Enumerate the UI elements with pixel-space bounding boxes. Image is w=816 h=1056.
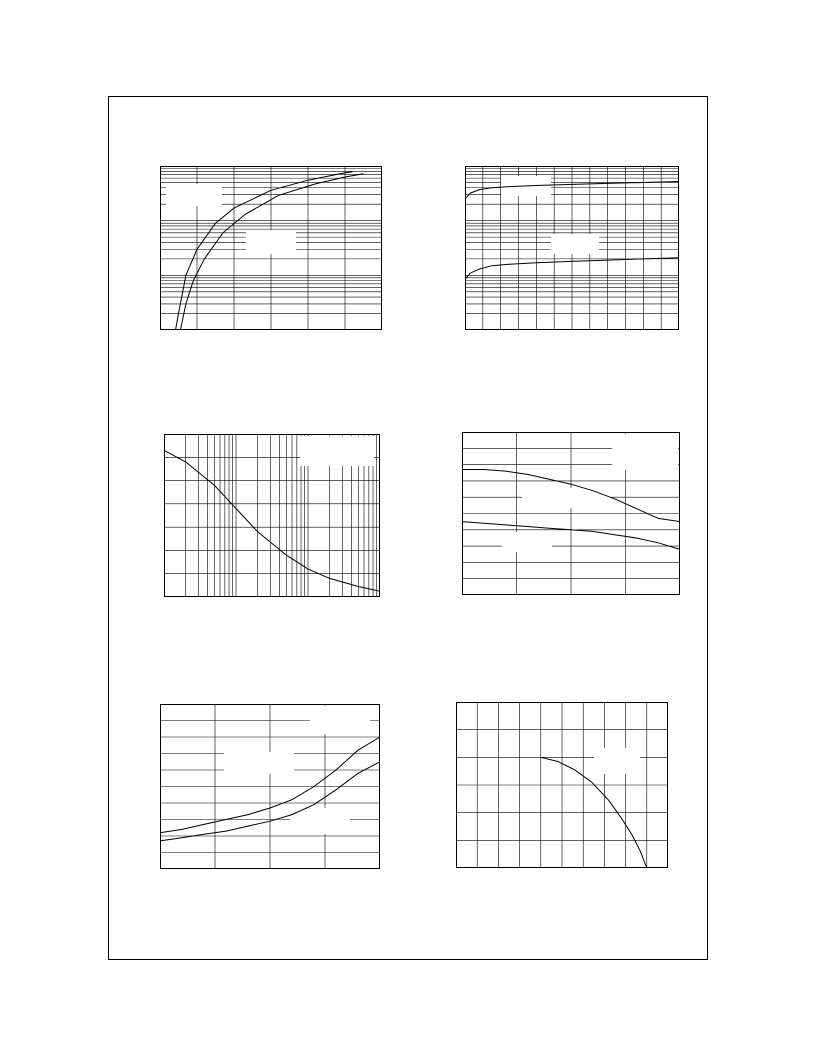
series-line-1: [164, 450, 380, 591]
chart-2: [465, 166, 679, 330]
label-box: [246, 230, 296, 254]
label-box: [522, 488, 612, 508]
label-box: [166, 184, 222, 206]
chart-6: [456, 702, 668, 868]
chart-5: [160, 704, 380, 869]
label-box: [310, 706, 370, 734]
label-box: [224, 752, 294, 774]
chart-1: [160, 166, 382, 330]
label-box: [300, 436, 374, 466]
label-box: [612, 434, 678, 470]
chart-4: [462, 432, 680, 595]
label-box: [502, 532, 552, 552]
label-box: [594, 748, 640, 774]
label-box: [551, 234, 599, 254]
chart-3: [164, 434, 380, 597]
